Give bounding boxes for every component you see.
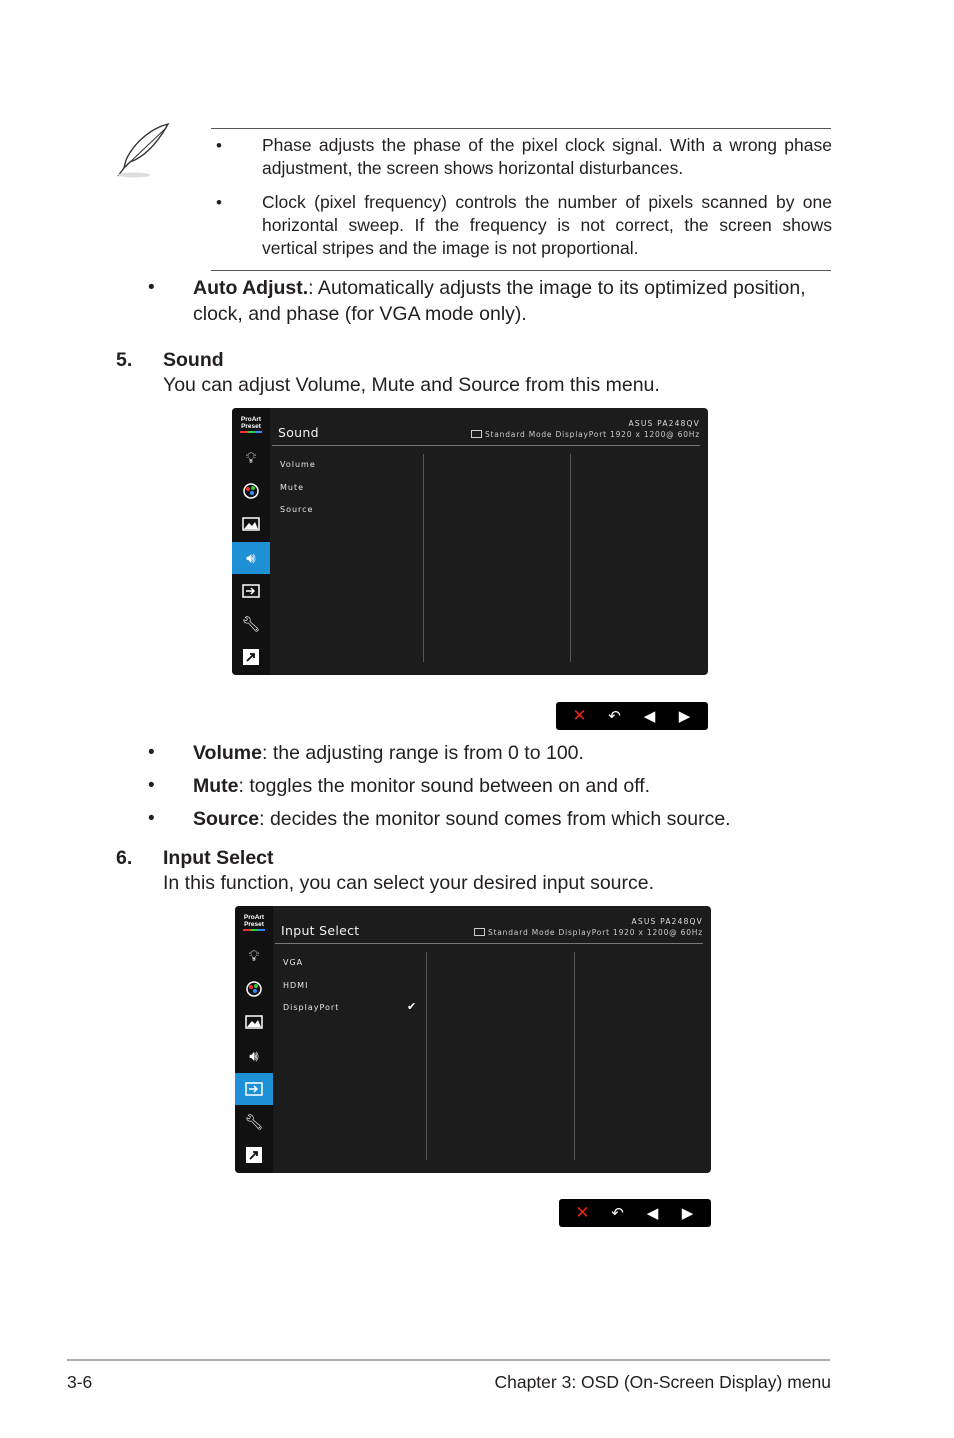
left-arrow-icon: ◀ (646, 1204, 659, 1222)
osd-menu-item: Source (280, 505, 314, 514)
bullet-dot: • (148, 775, 155, 796)
shortcut-icon (235, 1139, 273, 1171)
auto-adjust-term: Auto Adjust. (193, 277, 309, 299)
auto-adjust-text: : Automatically adjusts the image to its optimized position, clock, and phase (for VGA mode only). (193, 277, 806, 325)
section-description: You can adjust Volume, Mute and Source from this menu. (163, 374, 660, 396)
note-top-rule (211, 128, 831, 129)
image-icon (232, 508, 270, 540)
bullet-dot: • (148, 277, 155, 298)
auto-adjust-bullet (193, 275, 833, 327)
input-icon (235, 1073, 273, 1105)
proart-preset-logo: ProArt Preset (237, 416, 265, 436)
osd-menu-item: Mute (280, 483, 305, 492)
osd-title: Sound (278, 425, 319, 440)
bullet-dot: • (148, 742, 155, 763)
osd-sidebar (232, 408, 270, 675)
note-bottom-rule (211, 270, 831, 271)
osd-column-divider (426, 952, 427, 1160)
feather-pen-icon (112, 120, 174, 182)
osd-divider (275, 943, 703, 944)
monitor-icon (471, 430, 482, 438)
osd-sound-screenshot (232, 408, 708, 675)
osd-input-select-screenshot (235, 906, 711, 1173)
volume-text: : the adjusting range is from 0 to 100. (261, 742, 584, 764)
speaker-icon: 🔊︎ (232, 542, 270, 574)
section-title: Sound (163, 349, 224, 371)
monitor-icon (474, 928, 485, 936)
source-term: Source (193, 808, 260, 830)
wrench-icon: 🔧︎ (241, 615, 261, 633)
osd-sidebar (235, 906, 273, 1173)
osd-status: Standard Mode DisplayPort 1920 x 1200@ 60Hz (471, 430, 700, 439)
mute-text: : toggles the monitor sound between on and off. (238, 775, 651, 797)
input-icon (232, 575, 270, 607)
osd-nav-keys (559, 1199, 711, 1227)
volume-term: Volume (193, 742, 262, 764)
osd-nav-keys (556, 702, 708, 730)
back-icon: ↶ (608, 707, 621, 725)
osd-model: ASUS PA248QV (631, 917, 703, 926)
close-icon: ✕ (575, 1203, 590, 1223)
mute-bullet (193, 773, 833, 799)
bullet-dot: • (148, 808, 155, 829)
page-number: 3-6 (67, 1372, 93, 1392)
wrench-icon: 🔧︎ (244, 1113, 264, 1131)
left-arrow-icon: ◀ (643, 707, 656, 725)
volume-bullet (193, 740, 833, 766)
section-description: In this function, you can select your desired input source. (163, 872, 655, 894)
checkmark-icon: ✔ (407, 1000, 417, 1013)
back-icon: ↶ (611, 1204, 624, 1222)
section-number: 5. (116, 349, 133, 371)
osd-status: Standard Mode DisplayPort 1920 x 1200@ 60Hz (474, 928, 703, 937)
note-clock-text: Clock (pixel frequency) controls the number of pixels scanned by one horizontal sweep. If the frequency is not correct, the screen shows vertical stripes and the image is not proportional. (262, 192, 832, 258)
osd-title: Input Select (281, 923, 360, 938)
bulb-icon: 💡︎ (245, 449, 257, 467)
chapter-title: Chapter 3: OSD (On-Screen Display) menu (494, 1372, 831, 1392)
color-palette-icon (235, 973, 273, 1005)
osd-divider (272, 445, 700, 446)
footer-rule (67, 1359, 830, 1361)
osd-menu-item: Volume (280, 460, 316, 469)
source-text: : decides the monitor sound comes from which source. (259, 808, 731, 830)
mute-term: Mute (193, 775, 239, 797)
osd-column-divider (423, 454, 424, 662)
section-title: Input Select (163, 847, 274, 869)
shortcut-icon (232, 641, 270, 673)
osd-column-divider (574, 952, 575, 1160)
osd-menu-item: HDMI (283, 981, 309, 990)
image-icon (235, 1006, 273, 1038)
osd-model: ASUS PA248QV (628, 419, 700, 428)
osd-menu-item-selected: DisplayPort (283, 1003, 340, 1012)
bullet-dot: • (216, 193, 222, 212)
right-arrow-icon: ▶ (678, 707, 691, 725)
section-number: 6. (116, 847, 133, 869)
bullet-dot: • (216, 136, 222, 155)
close-icon: ✕ (572, 706, 587, 726)
osd-column-divider (570, 454, 571, 662)
source-bullet (193, 806, 833, 832)
note-phase-text: Phase adjusts the phase of the pixel clock signal. With a wrong phase adjustment, the screen shows horizontal disturbances. (262, 135, 832, 178)
speaker-icon: 🔊︎ (249, 1047, 259, 1065)
color-palette-icon (232, 475, 270, 507)
proart-preset-logo: ProArt Preset (240, 914, 268, 934)
right-arrow-icon: ▶ (681, 1204, 694, 1222)
bulb-icon: 💡︎ (248, 947, 260, 965)
osd-menu-item: VGA (283, 958, 304, 967)
